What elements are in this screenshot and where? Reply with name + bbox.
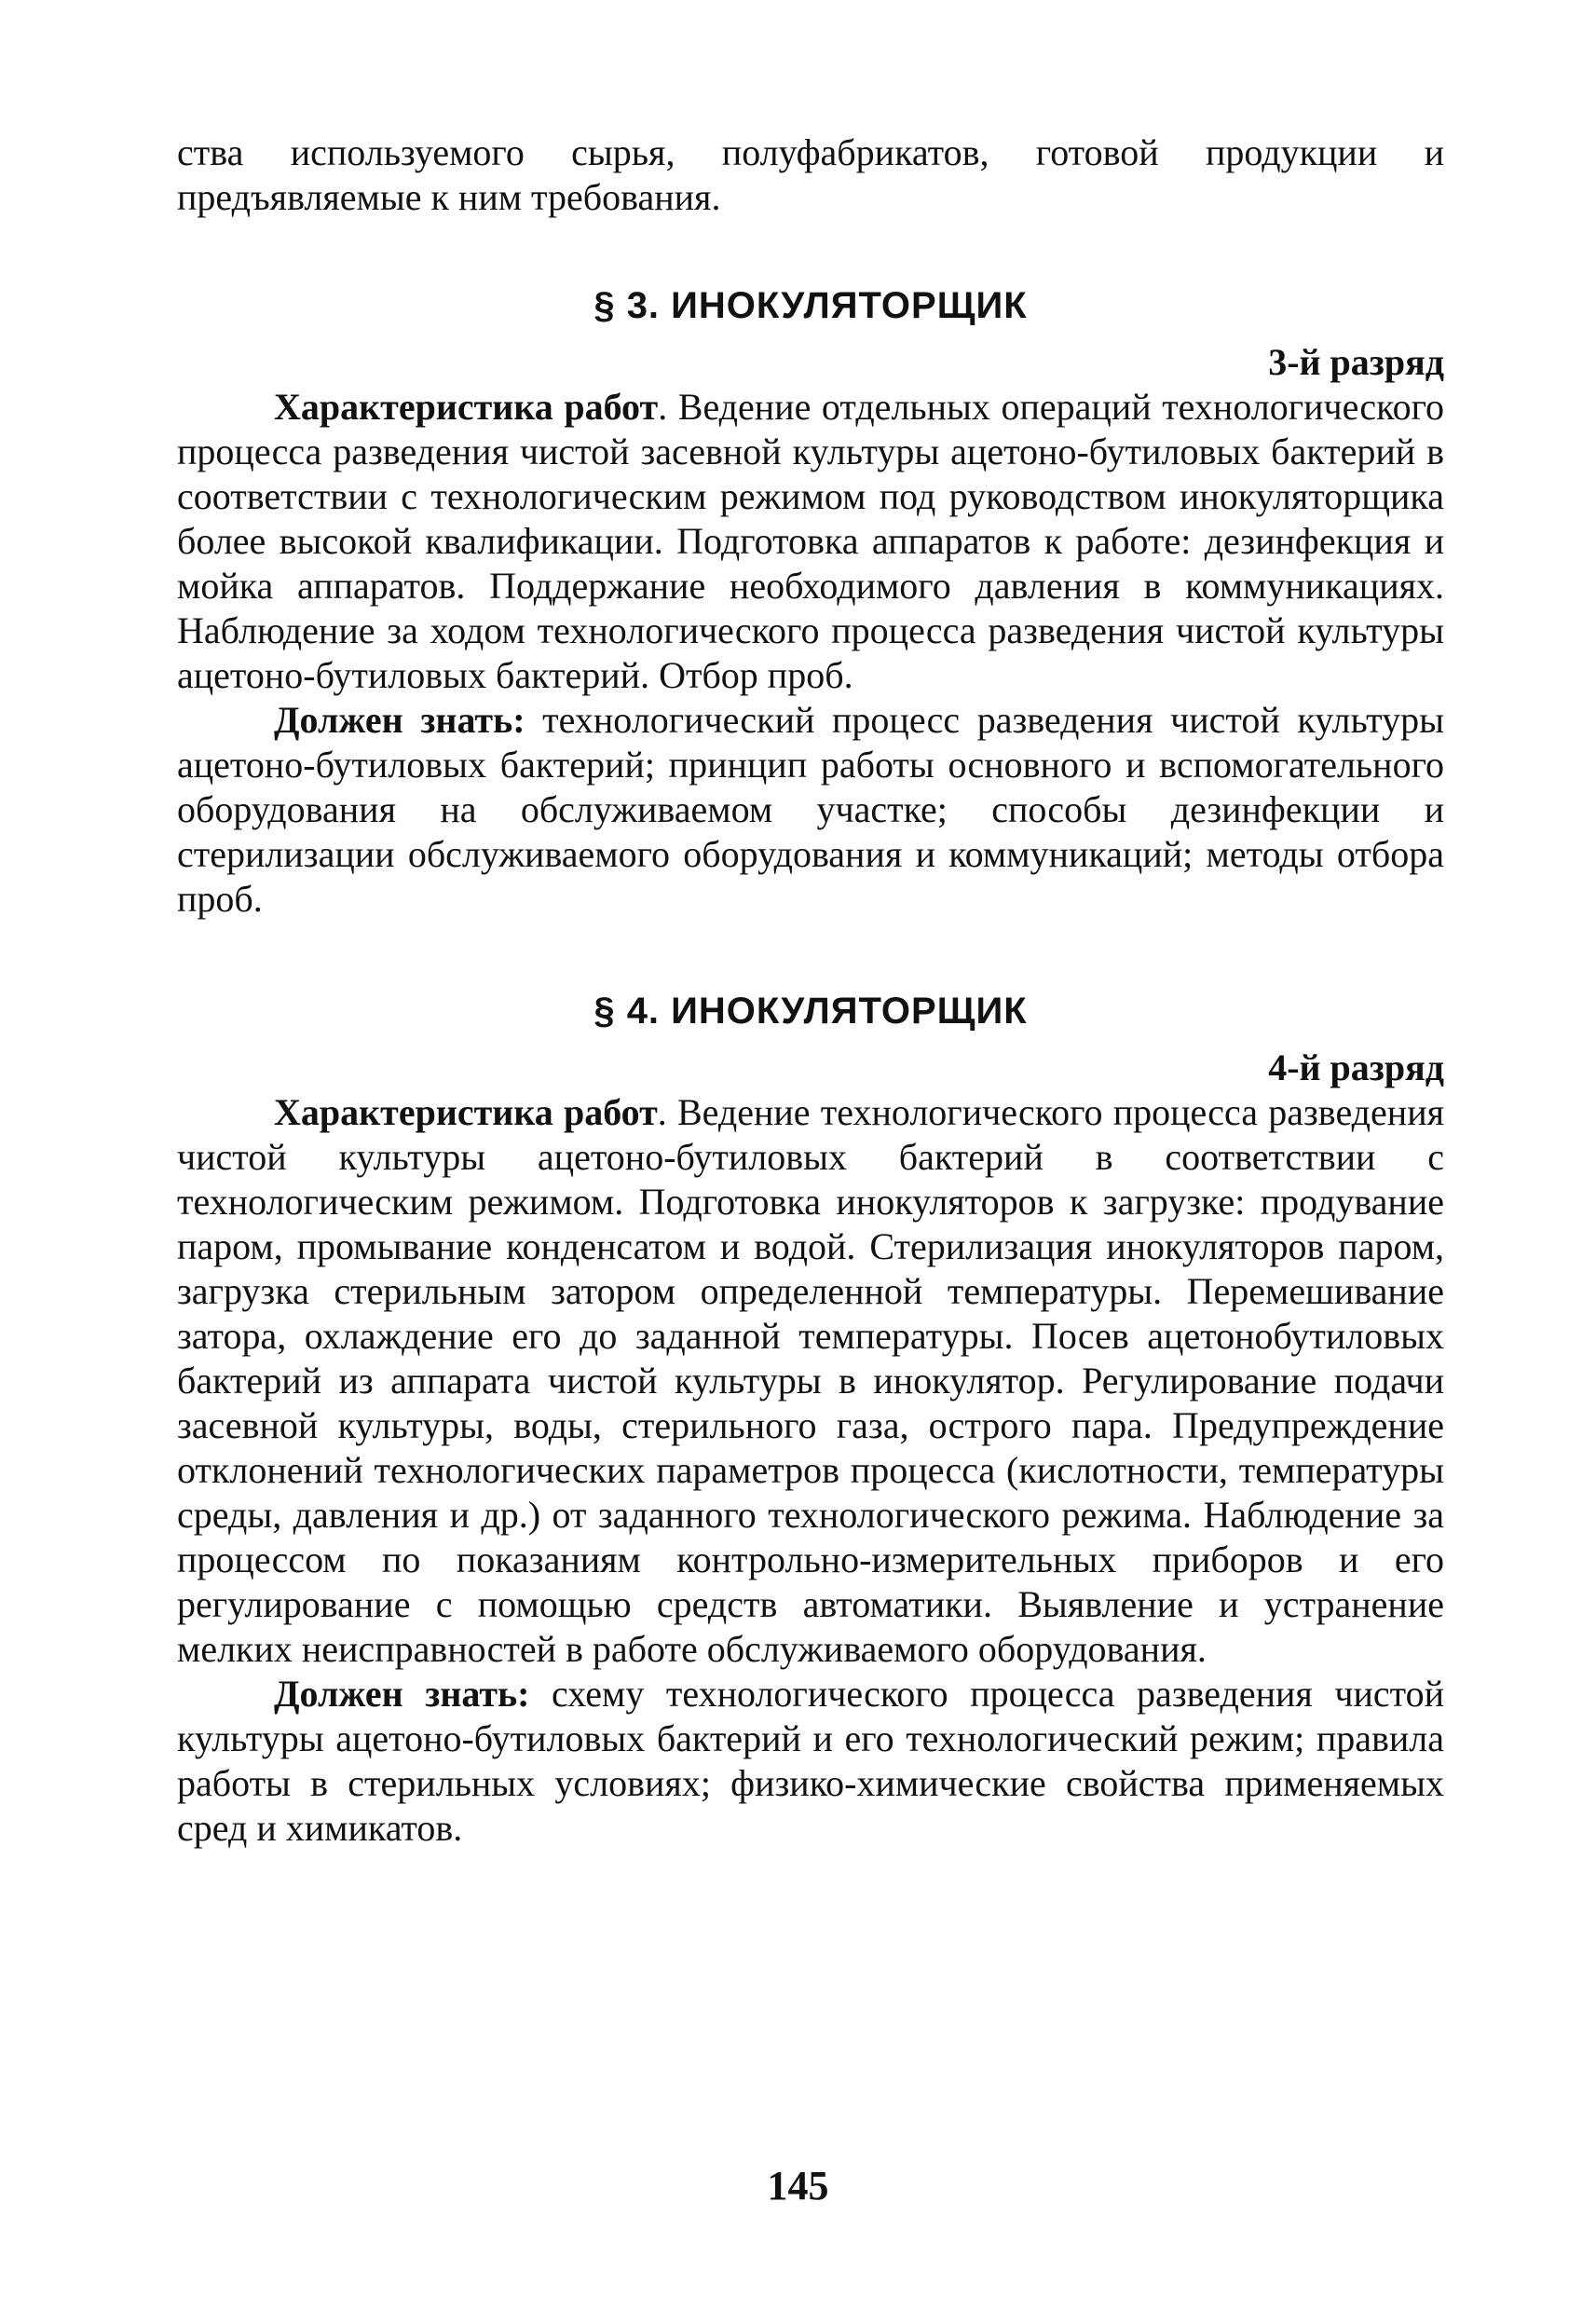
page-content <box>177 130 1444 1851</box>
work-characteristics-paragraph <box>177 385 1444 698</box>
section-title: § 3. ИНОКУЛЯТОРЩИК <box>593 285 1028 326</box>
intro-paragraph: ства используемого сырья, полуфабрикатов, готовой продукции и предъявляемые к ним требования. <box>177 131 1444 218</box>
work-characteristics-label: Характеристика работ <box>274 386 659 428</box>
knowledge-text: технологический процесс разведения чистой культуры ацетоно-бутиловых бактерий; принцип работы основного и вспомогательного оборудования на обслуживаемом участке; способы дезинфекции и стерилизации обслуживаемого оборудования и коммуникаций; методы отбора проб. <box>177 699 1444 920</box>
section-title: § 4. ИНОКУЛЯТОРЩИК <box>593 991 1028 1032</box>
knowledge-label: Должен знать: <box>274 1673 530 1715</box>
knowledge-paragraph <box>177 698 1444 922</box>
page-number: 145 <box>767 2163 829 2208</box>
knowledge-label: Должен знать: <box>274 699 525 741</box>
work-characteristics-label: Характеристика работ <box>274 1091 658 1133</box>
work-characteristics-text: . Ведение отдельных операций технологического процесса разведения чистой засевной культуры ацетоно-бутиловых бактерий в соответствии с технологическим режимом под руководством инокуляторщика более высокой квалификации. Подготовка аппаратов к работе: дезинфекция и мойка аппаратов. Поддержание необходимого давления в коммуникациях. Наблюдение за ходом технологического процесса разведения чистой культуры ацетоно-бутиловых бактерий. Отбор проб. <box>177 386 1444 696</box>
grade-label: 4-й разряд <box>1268 1046 1444 1088</box>
knowledge-paragraph <box>177 1672 1444 1851</box>
grade-label: 3-й разряд <box>1268 341 1444 383</box>
knowledge-text: схему технологического процесса разведения чистой культуры ацетоно-бутиловых бактерий и его технологический режим; правила работы в стерильных условиях; физико-химические свойства применяемых сред и химикатов. <box>177 1673 1444 1849</box>
work-characteristics-text: . Ведение технологического процесса разведения чистой культуры ацетоно-бутиловых бактерий в соответствии с технологическим режимом. Подготовка инокуляторов к загрузке: продувание паром, промывание конденсатом и водой. Стерилизация инокуляторов паром, загрузка стерильным затором определенной температуры. Перемешивание затора, охлаждение его до заданной температуры. Посев ацетонобутиловых бактерий из аппарата чистой культуры в инокулятор. Регулирование подачи засевной культуры, воды, стерильного газа, острого пара. Предупреждение отклонений технологических параметров процесса (кислотности, температуры среды, давления и др.) от заданного технологического режима. Наблюдение за процессом по показаниям контрольно-измерительных приборов и его регулирование с помощью средств автоматики. Выявление и устранение мелких неисправностей в работе обслуживаемого оборудования. <box>177 1091 1444 1670</box>
work-characteristics-paragraph <box>177 1090 1444 1672</box>
